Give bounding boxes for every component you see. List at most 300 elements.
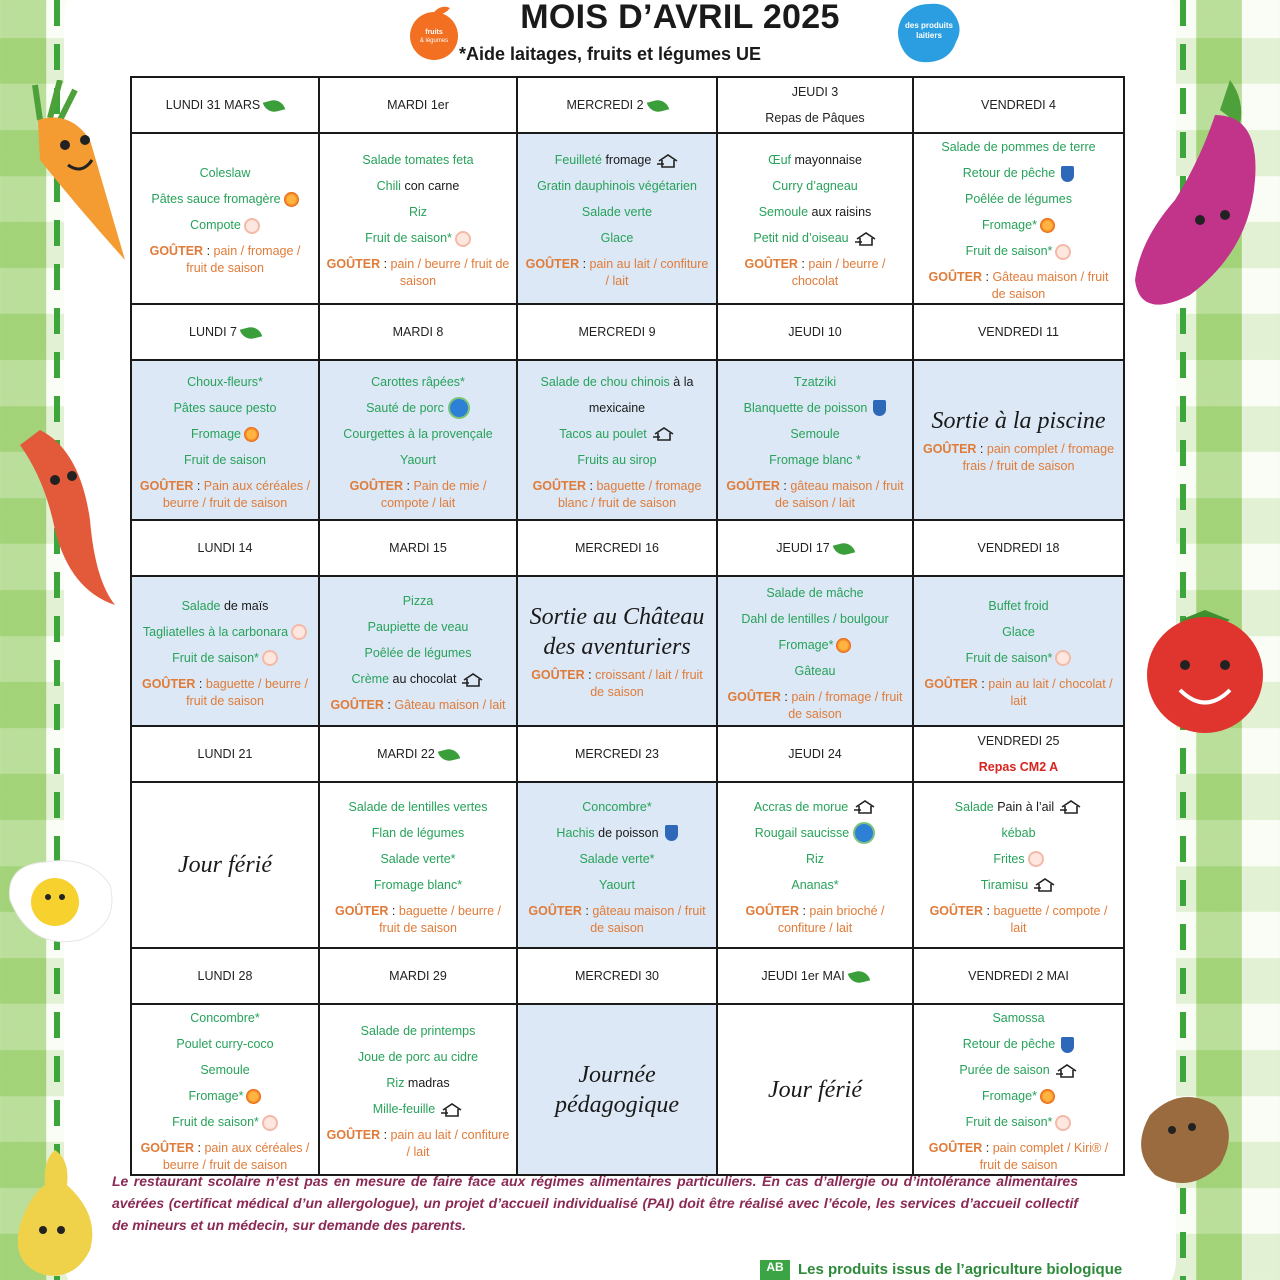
bleu-blanc-coeur-icon: [448, 397, 470, 419]
peche-label-icon: [1061, 166, 1074, 182]
dish-line: [920, 872, 1117, 898]
dish-name: Semoule: [758, 205, 809, 219]
gouter-line: GOÛTER : croissant / lait / fruit de saison: [531, 667, 703, 699]
day-header: [131, 948, 319, 1004]
dish-name: Fromage*: [188, 1089, 244, 1103]
dish-name: Chili: [376, 179, 405, 193]
dish-name: Rougail saucisse: [754, 825, 850, 840]
dish-line: [920, 212, 1117, 238]
smile-label-icon: [1055, 650, 1071, 666]
gouter-text: gâteau maison / fruit de saison: [590, 903, 706, 935]
dish-line: [138, 212, 312, 238]
dish-name: Yaourt: [599, 877, 635, 892]
dish-name: Courgettes à la provençale: [343, 426, 493, 441]
dish-line: [138, 1109, 312, 1135]
vegetarian-leaf-icon: [833, 540, 855, 557]
dish-line: [724, 632, 906, 658]
dish-line: [524, 447, 710, 473]
gouter-label: GOÛTER: [330, 698, 384, 712]
dish-name: Samossa: [992, 1011, 1045, 1025]
dish-name: Choux-fleurs*: [187, 374, 263, 389]
dish-name: Fruit de saison*: [172, 650, 259, 665]
dish-name: Poêlée de légumes: [964, 192, 1073, 206]
dish-line: [920, 238, 1117, 264]
gouter-text: Gâteau maison / lait: [394, 698, 506, 712]
day-header: [319, 726, 517, 782]
dish-line: [138, 395, 312, 421]
dish-line: [724, 846, 906, 872]
dish-name: fromage: [605, 153, 652, 167]
week-4-header-row: [131, 726, 1124, 782]
dish-name: Yaourt: [400, 452, 436, 467]
gouter-line: GOÛTER : Gâteau maison / lait: [330, 698, 506, 712]
dish-line: [326, 447, 510, 473]
dish-line: [724, 395, 906, 421]
dish-line: [524, 846, 710, 872]
dish-name: Salade de mâche: [766, 585, 864, 600]
dish-line: [524, 225, 710, 251]
dish-line: [326, 369, 510, 395]
gouter-text: pain complet / fromage frais / fruit de saison: [962, 441, 1115, 473]
special-event: Sortie à la piscine: [931, 407, 1106, 434]
gouter-line: GOÛTER : baguette / beurre / fruit de saison: [141, 676, 309, 708]
dish-line: [920, 820, 1117, 846]
menu-cell: [517, 1004, 717, 1175]
gouter-text: pain / fromage / fruit de saison: [788, 689, 903, 721]
dish-line: [138, 186, 312, 212]
homemade-house-icon: [653, 427, 675, 441]
gouter-line: GOÛTER : Pain de mie / compote / lait: [349, 478, 487, 510]
bleu-blanc-coeur-icon: [853, 822, 875, 844]
smile-label-icon: [1028, 851, 1044, 867]
dish-name: Sauté de porc: [366, 400, 444, 415]
pear-character-icon: [5, 1140, 105, 1280]
day-header: [517, 726, 717, 782]
smile-label-icon: [291, 624, 307, 640]
gouter-label: GOÛTER: [745, 903, 799, 918]
dish-name: Feuilleté: [554, 153, 606, 167]
dish-line: [524, 421, 710, 447]
day-header: [913, 77, 1124, 133]
menu-cell: [717, 133, 913, 304]
dish-name: Glace: [1002, 624, 1035, 639]
dish-line: [920, 1109, 1117, 1135]
dish-line: [326, 199, 510, 225]
gouter-line: GOÛTER : pain au lait / chocolat / lait: [924, 676, 1113, 708]
gouter-line: GOÛTER : pain / fromage / fruit de saison: [149, 244, 301, 275]
menu-cell: [319, 782, 517, 948]
day-header: [913, 304, 1124, 360]
gouter-line: GOÛTER : baguette / beurre / fruit de saison: [334, 903, 502, 935]
gouter-line: GOÛTER : pain brioché / confiture / lait: [745, 903, 885, 935]
dish-line: [724, 606, 906, 632]
day-header: [717, 520, 913, 576]
svg-text:laitiers: laitiers: [916, 31, 942, 40]
gouter-line: GOÛTER : Gâteau maison / fruit de saison: [928, 270, 1109, 301]
gouter-text: Pain de mie / compote / lait: [380, 478, 487, 510]
dish-name: Paupiette de veau: [367, 620, 469, 634]
dish-name: Frites: [993, 851, 1025, 866]
dish-name: Pizza: [402, 594, 434, 608]
dish-name: Œuf: [768, 153, 795, 167]
dish-name: Pâtes sauce fromagère: [151, 192, 281, 206]
day-name: LUNDI 14: [197, 541, 253, 555]
gouter-line: GOÛTER : pain au lait / confiture / lait: [326, 1128, 510, 1159]
dish-name: Fruits au sirop: [577, 452, 657, 467]
dish-name: Pâtes sauce pesto: [173, 400, 277, 415]
gouter-line: GOÛTER : pain complet / fromage frais / fruit de saison: [922, 441, 1115, 473]
dish-line: [724, 147, 906, 173]
dish-line: [326, 1044, 510, 1070]
day-header: [131, 304, 319, 360]
dish-line: [138, 593, 312, 619]
week-3-header-row: [131, 520, 1124, 576]
dish-name: Blanquette de poisson: [743, 400, 868, 415]
special-event: Jour férié: [178, 852, 272, 878]
dish-name: Gâteau: [794, 663, 836, 678]
dish-name: Retour de pêche: [962, 166, 1056, 180]
menu-cell: [517, 576, 717, 726]
dish-name: Crème: [351, 672, 390, 686]
gouter-line: GOÛTER : gâteau maison / fruit de saison: [528, 903, 706, 935]
day-name: LUNDI 31 MARS: [165, 98, 261, 112]
menu-cell: [517, 782, 717, 948]
dish-name: Riz: [805, 851, 825, 866]
day-name: LUNDI 7: [189, 325, 237, 339]
dish-line: [326, 1070, 510, 1096]
dish-name: au chocolat: [389, 672, 457, 686]
day-name: LUNDI 28: [197, 969, 253, 983]
week-4-menu-row: [131, 782, 1124, 948]
gouter-label: GOÛTER: [928, 1141, 983, 1155]
day-header: [319, 77, 517, 133]
day-header: [131, 77, 319, 133]
dish-name: Glace: [600, 231, 634, 245]
day-header: [717, 948, 913, 1004]
dish-line: [326, 421, 510, 447]
menu-cell: [319, 1004, 517, 1175]
smile-label-icon: [262, 650, 278, 666]
vegetarian-leaf-icon: [438, 746, 460, 763]
day-name: MARDI 29: [389, 969, 447, 983]
dish-name: Fromage*: [982, 218, 1037, 232]
dish-name: Poêlée de légumes: [364, 646, 472, 660]
gouter-text: pain brioché / confiture / lait: [777, 903, 885, 935]
dish-line: [920, 160, 1117, 186]
dish-name: Pain à l’ail: [993, 799, 1055, 814]
dish-name: Concombre*: [190, 1011, 260, 1025]
dish-name: Riz: [386, 1076, 405, 1090]
day-header: [319, 948, 517, 1004]
dish-line: [524, 369, 710, 421]
gouter-line: GOÛTER : Pain aux céréales / beurre / fruit de saison: [139, 478, 311, 510]
dish-line: [326, 614, 510, 640]
dish-line: [326, 173, 510, 199]
dish-name: Gratin dauphinois végétarien: [537, 179, 697, 193]
svg-text:des produits: des produits: [904, 21, 954, 30]
dish-name: Salade tomates feta: [362, 153, 474, 167]
vegetarian-leaf-icon: [847, 968, 869, 985]
gouter-label: GOÛTER: [928, 270, 983, 284]
gouter-label: GOÛTER: [924, 676, 978, 691]
day-name: VENDREDI 25: [977, 734, 1060, 748]
dish-line: [524, 147, 710, 173]
vegetarian-leaf-icon: [263, 97, 285, 114]
dish-line: [920, 794, 1117, 820]
dish-name: Joue de porc au cidre: [357, 1050, 479, 1064]
gouter-label: GOÛTER: [531, 667, 585, 682]
menu-cell: [319, 133, 517, 304]
gouter-label: GOÛTER: [326, 257, 381, 271]
vegetarian-leaf-icon: [646, 97, 668, 114]
week-1-header-row: [131, 77, 1124, 133]
dish-name: Fruit de saison: [184, 452, 266, 467]
gouter-label: GOÛTER: [139, 478, 194, 493]
dish-line: [724, 369, 906, 395]
gouter-text: pain / beurre / fruit de saison: [390, 257, 510, 288]
day-event: Repas CM2 A: [978, 760, 1059, 774]
homemade-house-icon: [1060, 800, 1082, 814]
day-header: [131, 726, 319, 782]
page-subtitle: *Aide laitages, fruits et légumes UE: [458, 44, 762, 64]
gouter-label: GOÛTER: [349, 478, 404, 493]
dish-line: [724, 658, 906, 684]
origin-medal-icon: [284, 192, 299, 207]
day-name: JEUDI 17: [776, 541, 830, 555]
week-5-header-row: [131, 948, 1124, 1004]
gouter-line: GOÛTER : gâteau maison / fruit de saison / lait: [726, 478, 904, 510]
day-name: MERCREDI 9: [578, 325, 656, 339]
eggplant-character-icon: [1130, 70, 1280, 310]
day-name: VENDREDI 11: [977, 325, 1060, 339]
day-header: [131, 520, 319, 576]
dish-line: [138, 1083, 312, 1109]
dish-line: [920, 1005, 1117, 1031]
dish-name: Fruit de saison*: [365, 231, 452, 245]
origin-medal-icon: [1040, 1089, 1055, 1104]
dish-name: Fromage*: [778, 637, 834, 652]
dish-name: Fruit de saison*: [965, 244, 1053, 258]
dish-name: Salade de printemps: [360, 1024, 476, 1038]
dish-line: [524, 173, 710, 199]
dish-name: Salade de chou chinois: [540, 374, 670, 389]
dish-line: [920, 645, 1117, 671]
carrot-character-icon: [20, 80, 130, 270]
bio-legend-text: Les produits issus de l’agriculture biologique: [798, 1260, 1123, 1278]
day-name: MARDI 1er: [387, 98, 449, 112]
dish-line: [138, 447, 312, 473]
dish-line: [326, 225, 510, 251]
origin-medal-icon: [246, 1089, 261, 1104]
gouter-line: GOÛTER : pain au lait / confiture / lait: [525, 257, 709, 288]
gouter-label: GOÛTER: [727, 689, 781, 704]
gouter-text: baguette / fromage blanc / fruit de saison: [557, 478, 702, 510]
gouter-label: GOÛTER: [744, 257, 798, 271]
gouter-text: pain / beurre / chocolat: [791, 257, 886, 288]
dish-line: [724, 580, 906, 606]
dish-name: Coleslaw: [199, 166, 251, 180]
dish-name: Tzatziki: [793, 374, 837, 389]
dish-name: Mille-feuille: [372, 1102, 436, 1116]
dish-line: [326, 846, 510, 872]
dish-name: Retour de pêche: [962, 1037, 1056, 1051]
dish-line: [326, 640, 510, 666]
dish-name: Compote: [190, 218, 241, 232]
gouter-line: GOÛTER : pain / fromage / fruit de saison: [727, 689, 903, 721]
gouter-text: pain au lait / chocolat / lait: [988, 676, 1113, 708]
day-name: JEUDI 24: [788, 747, 842, 761]
fried-egg-icon: [0, 850, 120, 950]
bio-legend: [760, 1260, 1160, 1280]
gouter-text: Pain aux céréales / beurre / fruit de saison: [162, 478, 311, 510]
dish-name: Salade de lentilles vertes: [348, 799, 488, 814]
day-name: MERCREDI 2: [566, 98, 644, 112]
day-header: [517, 520, 717, 576]
smile-label-icon: [244, 218, 260, 234]
dish-line: [326, 1096, 510, 1122]
svg-text:& légumes: & légumes: [419, 38, 449, 44]
dish-name: Purée de saison: [959, 1063, 1050, 1077]
dish-name: kébab: [1001, 825, 1036, 840]
produits-laitiers-logo: [894, 0, 964, 66]
day-event: Repas de Pâques: [765, 111, 865, 125]
dish-name: Ananas*: [791, 877, 839, 892]
dish-line: [524, 872, 710, 898]
menu-cell: [717, 360, 913, 520]
dish-line: [524, 199, 710, 225]
dish-line: [524, 820, 710, 846]
gouter-text: baguette / beurre / fruit de saison: [186, 676, 309, 708]
dish-name: Curry d’agneau: [772, 179, 858, 193]
dish-line: [724, 820, 906, 846]
gouter-text: baguette / compote / lait: [993, 903, 1108, 935]
dish-line: [326, 666, 510, 692]
dish-line: [724, 794, 906, 820]
gouter-text: pain aux céréales / beurre / fruit de saison: [162, 1141, 310, 1172]
peche-label-icon: [1061, 1037, 1074, 1053]
dish-name: Riz: [408, 205, 428, 219]
dish-name: Semoule: [200, 1063, 250, 1077]
gouter-line: GOÛTER : pain complet / Kiri® / fruit de saison: [928, 1141, 1109, 1172]
menu-cell: [913, 360, 1124, 520]
potato-character-icon: [1130, 1085, 1240, 1195]
dish-line: [326, 147, 510, 173]
homemade-house-icon: [854, 800, 876, 814]
day-name: MERCREDI 30: [574, 969, 660, 983]
dish-line: [724, 173, 906, 199]
gouter-text: pain complet / Kiri® / fruit de saison: [979, 1141, 1109, 1172]
gouter-label: GOÛTER: [334, 903, 389, 918]
homemade-house-icon: [462, 673, 484, 687]
gouter-label: GOÛTER: [140, 1141, 195, 1155]
day-name: VENDREDI 4: [980, 98, 1057, 112]
special-event: Jour férié: [768, 1076, 862, 1103]
gouter-label: GOÛTER: [525, 257, 580, 271]
special-event: Sortie au Château des aventuriers: [529, 603, 705, 660]
gouter-line: GOÛTER : baguette / compote / lait: [929, 903, 1108, 935]
dish-name: de maïs: [220, 598, 269, 613]
peche-label-icon: [665, 825, 678, 841]
gouter-text: pain au lait / confiture / lait: [390, 1128, 510, 1159]
dish-line: [920, 186, 1117, 212]
smile-label-icon: [455, 231, 471, 247]
dish-name: Tagliatelles à la carbonara: [142, 624, 289, 639]
dish-line: [920, 1031, 1117, 1057]
dish-line: [920, 619, 1117, 645]
day-name: MARDI 15: [389, 541, 447, 555]
dish-name: Concombre*: [582, 799, 652, 814]
dish-name: de poisson: [594, 825, 659, 840]
gouter-label: GOÛTER: [726, 478, 780, 493]
menu-cell: [131, 360, 319, 520]
homemade-house-icon: [1056, 1064, 1078, 1078]
dish-line: [138, 369, 312, 395]
dish-name: Dahl de lentilles / boulgour: [741, 611, 889, 626]
dish-name: Salade verte*: [579, 851, 655, 866]
smile-label-icon: [1055, 1115, 1071, 1131]
dish-name: Salade verte*: [380, 851, 456, 866]
gouter-text: pain / fromage / fruit de saison: [186, 244, 301, 275]
gouter-line: GOÛTER : pain aux céréales / beurre / fruit de saison: [140, 1141, 310, 1172]
day-name: MARDI 22: [377, 747, 435, 761]
allergy-notice: Le restaurant scolaire n’est pas en mesure de faire face aux régimes alimentaires particuliers. En cas d’allergie ou d’intolérance alimentaires avérées (certificat médical d’un allergologue), un projet d’accueil individualisé (PAI) doit être réalisé avec l’école, les services d’accueil collectif de mineurs et un médecin, sur demande des parents.: [112, 1173, 1078, 1233]
page-title: MOIS D’AVRIL 2025: [520, 0, 840, 36]
day-name: MARDI 8: [392, 325, 444, 339]
day-header: [913, 726, 1124, 782]
week-3-menu-row: [131, 576, 1124, 726]
week-2-menu-row: [131, 360, 1124, 520]
dish-line: [524, 794, 710, 820]
gouter-line: GOÛTER : pain / beurre / chocolat: [744, 257, 886, 288]
dish-line: [138, 160, 312, 186]
menu-cell: [131, 133, 319, 304]
day-header: [717, 726, 913, 782]
dish-name: con carne: [404, 179, 460, 193]
dish-line: [920, 846, 1117, 872]
menu-cell: [913, 133, 1124, 304]
dish-name: Salade de pommes de terre: [941, 140, 1096, 154]
menu-cell: [717, 782, 913, 948]
dish-name: Petit nid d’oiseau: [753, 231, 849, 245]
vegetarian-leaf-icon: [240, 324, 262, 341]
dish-name: Tiramisu: [980, 877, 1029, 892]
menu-cell: [717, 576, 913, 726]
day-name: JEUDI 1er MAI: [761, 969, 845, 983]
ab-logo: AB: [760, 1260, 790, 1280]
menu-cell: [913, 782, 1124, 948]
dish-name: mayonnaise: [794, 153, 862, 167]
day-name: VENDREDI 2 MAI: [968, 969, 1069, 983]
dish-line: [326, 872, 510, 898]
dish-name: Salade verte: [581, 205, 653, 219]
dish-name: Salade: [181, 598, 221, 613]
dish-name: madras: [404, 1076, 450, 1090]
gouter-label: GOÛTER: [922, 441, 977, 456]
menu-cell: [131, 782, 319, 948]
dish-name: Accras de morue: [753, 799, 849, 814]
dish-line: [326, 588, 510, 614]
gouter-label: GOÛTER: [141, 676, 196, 691]
dish-line: [138, 1031, 312, 1057]
homemade-house-icon: [441, 1103, 463, 1117]
menu-cell: [517, 360, 717, 520]
dish-line: [326, 1018, 510, 1044]
dish-line: [326, 820, 510, 846]
gouter-text: baguette / beurre / fruit de saison: [379, 903, 502, 935]
dish-name: Fromage blanc*: [373, 877, 463, 892]
dish-line: [138, 645, 312, 671]
dish-line: [920, 134, 1117, 160]
